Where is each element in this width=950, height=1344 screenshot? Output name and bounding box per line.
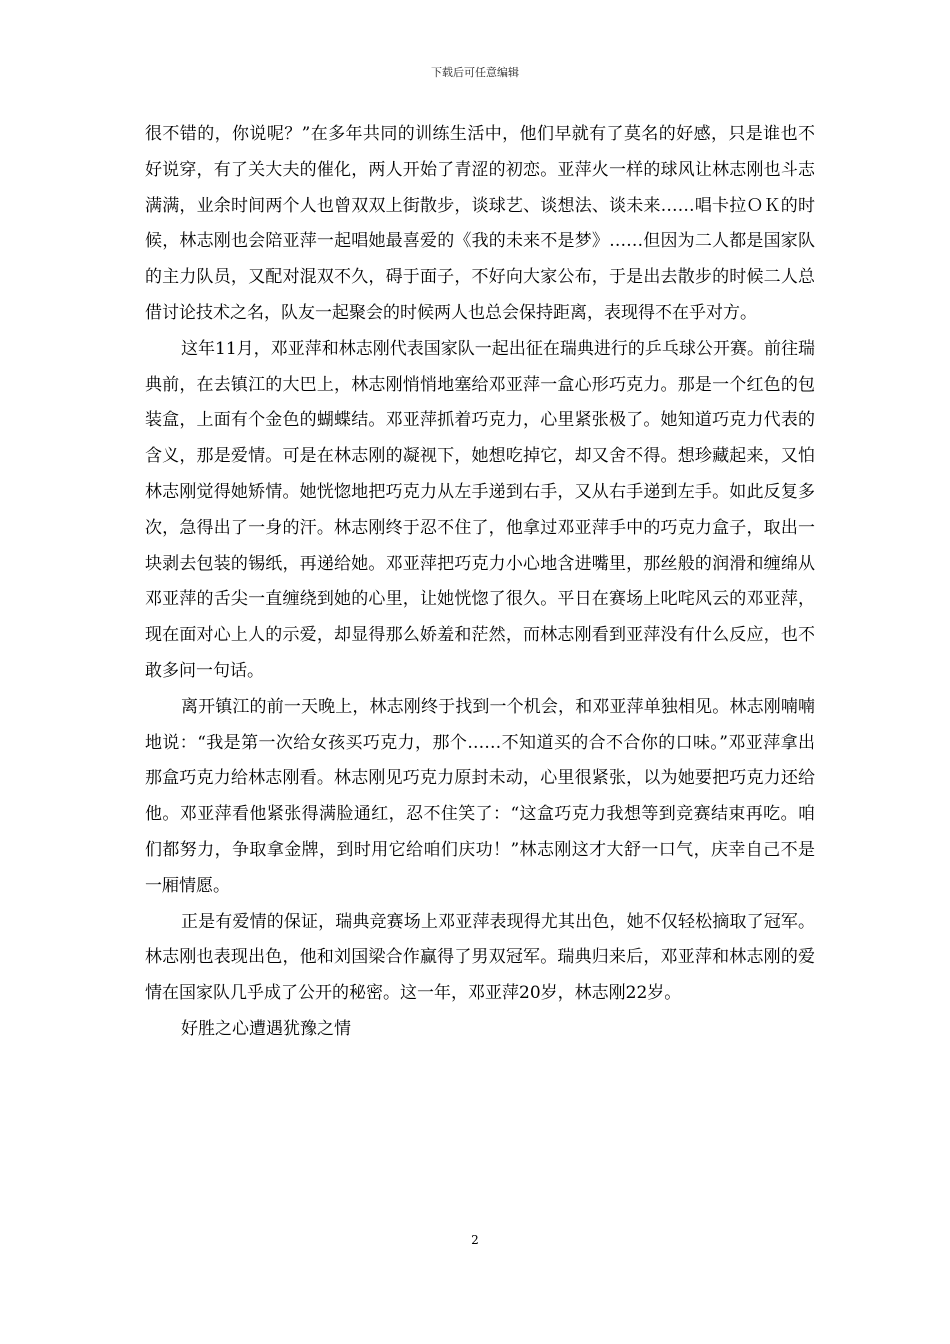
page-header: 下载后可任意编辑: [431, 66, 519, 79]
paragraph-3: 离开镇江的前一天晚上，林志刚终于找到一个机会，和邓亚萍单独相见。林志刚喃喃地说：“我是第一次给女孩买巧克力，那个……不知道买的合不合你的口味。”邓亚萍拿出那盒巧克力给林志刚看。林志刚见巧克力原封未动，心里很紧张，以为她要把巧克力还给他。邓亚萍看他紧张得满脸通红，忍不住笑了：“这盒巧克力我想等到竞赛结束再吃。咱们都努力，争取拿金牌，到时用它给咱们庆功！”林志刚这才大舒一口气，庆幸自己不是一厢情愿。: [145, 696, 815, 896]
paragraph-4: 正是有爱情的保证，瑞典竞赛场上邓亚萍表现得尤其出色，她不仅轻松摘取了冠军。林志刚也表现出色，他和刘国梁合作赢得了男双冠军。瑞典归来后，邓亚萍和林志刚的爱情在国家队几乎成了公开的秘密。这一年，邓亚萍20岁，林志刚22岁。: [145, 911, 815, 1004]
page-number: 2: [471, 1233, 479, 1247]
section-heading: 好胜之心遭遇犹豫之情: [181, 1018, 351, 1039]
paragraph-2: 这年11月，邓亚萍和林志刚代表国家队一起出征在瑞典进行的乒乓球公开赛。前往瑞典前，在去镇江的大巴上，林志刚悄悄地塞给邓亚萍一盒心形巧克力。那是一个红色的包装盒，上面有个金色的蝴蝶结。邓亚萍抓着巧克力，心里紧张极了。她知道巧克力代表的含义，那是爱情。可是在林志刚的凝视下，她想吃掉它，却又舍不得。想珍藏起来，又怕林志刚觉得她矫情。她恍惚地把巧克力从左手递到右手，又从右手递到左手。如此反复多次，急得出了一身的汗。林志刚终于忍不住了，他拿过邓亚萍手中的巧克力盒子，取出一块剥去包装的锡纸，再递给她。邓亚萍把巧克力小心地含进嘴里，那丝般的润滑和缠绵从邓亚萍的舌尖一直缠绕到她的心里，让她恍惚了很久。平日在赛场上叱咤风云的邓亚萍，现在面对心上人的示爱，却显得那么娇羞和茫然，而林志刚看到亚萍没有什么反应，也不敢多问一句话。: [145, 338, 815, 681]
document-body: [145, 117, 815, 1048]
paragraph-1: 很不错的，你说呢？”在多年共同的训练生活中，他们早就有了莫名的好感，只是谁也不好说穿，有了关大夫的催化，两人开始了青涩的初恋。亚萍火一样的球风让林志刚也斗志满满，业余时间两个人也曾双双上街散步，谈球艺、谈想法、谈未来……唱卡拉ＯＫ的时候，林志刚也会陪亚萍一起唱她最喜爱的《我的未来不是梦》……但因为二人都是国家队的主力队员，又配对混双不久，碍于面子，不好向大家公布，于是出去散步的时候二人总借讨论技术之名，队友一起聚会的时候两人也总会保持距离，表现得不在乎对方。: [145, 124, 815, 323]
